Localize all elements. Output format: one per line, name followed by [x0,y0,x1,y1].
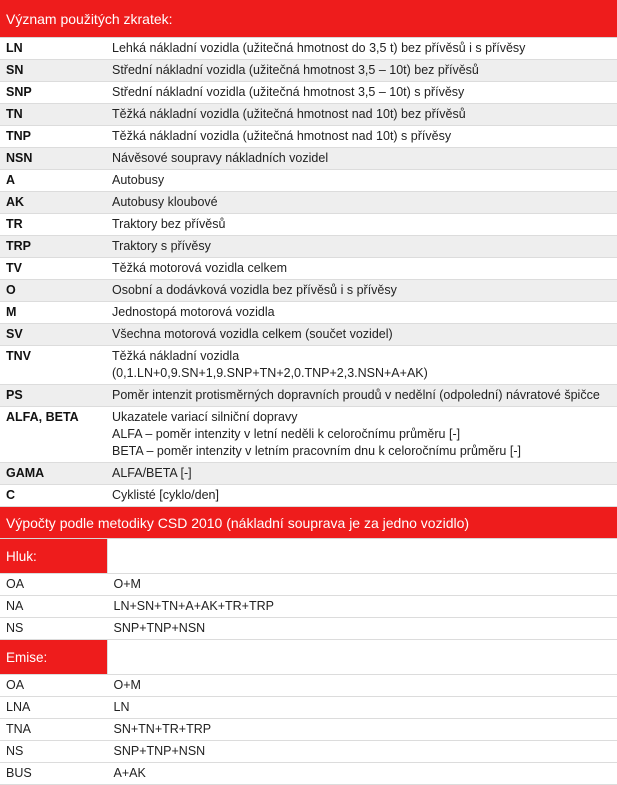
description-line: Střední nákladní vozidla (užitečná hmotnost 3,5 – 10t) bez přívěsů [112,62,611,79]
description-line: Traktory s přívěsy [112,238,611,255]
abbreviation-key: GAMA [0,463,106,485]
abbreviation-description [106,104,617,126]
description-line: Autobusy kloubové [112,194,611,211]
table-row [0,574,617,596]
table-row [0,258,617,280]
description-line: Traktory bez přívěsů [112,216,611,233]
abbreviation-key: NSN [0,148,106,170]
table-row [0,697,617,719]
table-row [0,741,617,763]
description-line: Všechna motorová vozidla celkem (součet vozidel) [112,326,611,343]
abbreviation-description [106,38,617,60]
formula-key: OA [0,574,108,596]
group-label: Emise: [0,640,107,674]
abbreviation-key: LN [0,38,106,60]
table-row [0,38,617,60]
table-row [0,302,617,324]
description-line: BETA – poměr intenzity v letním pracovním dnu k celoročnímu průměru [-] [112,443,611,460]
section-header-abbreviations [0,0,617,38]
abbreviation-description [106,60,617,82]
abbreviation-description [106,258,617,280]
abbreviation-description [106,148,617,170]
table-row [0,675,617,697]
abbreviations-table [0,38,617,507]
abbreviation-key: TV [0,258,106,280]
abbreviation-description [106,385,617,407]
abbreviation-key: SN [0,60,106,82]
table-row [0,385,617,407]
description-line: Těžká nákladní vozidla (užitečná hmotnost nad 10t) bez přívěsů [112,106,611,123]
description-line: ALFA/BETA [-] [112,465,611,482]
table-row [0,719,617,741]
formula-key: NS [0,618,108,640]
group-header-spacer [108,640,617,675]
description-line: Jednostopá motorová vozidla [112,304,611,321]
formula-value: SNP+TNP+NSN [108,741,617,763]
description-line: (0,1.LN+0,9.SN+1,9.SNP+TN+2,0.TNP+2,3.NSN+A+AK) [112,365,611,382]
formula-value: O+M [108,675,617,697]
table-row [0,236,617,258]
section-title: Výpočty podle metodiky CSD 2010 (nákladní souprava je za jedno vozidlo) [6,515,469,531]
group-header-cell [0,640,108,675]
table-row [0,485,617,507]
abbreviation-key: AK [0,192,106,214]
abbreviation-description [106,82,617,104]
formula-key: NA [0,596,108,618]
table-row [0,170,617,192]
abbreviation-key: M [0,302,106,324]
abbreviation-description [106,192,617,214]
description-line: Osobní a dodávková vozidla bez přívěsů i s přívěsy [112,282,611,299]
description-line: Autobusy [112,172,611,189]
section-header-calculations [0,507,617,539]
abbreviation-key: PS [0,385,106,407]
calculations-table [0,539,617,785]
group-header-row [0,640,617,675]
table-row [0,126,617,148]
group-header-row [0,539,617,574]
abbreviation-key: O [0,280,106,302]
abbreviation-description [106,126,617,148]
table-row [0,596,617,618]
abbreviation-description [106,236,617,258]
formula-key: NS [0,741,108,763]
abbreviation-description [106,302,617,324]
formula-value: SN+TN+TR+TRP [108,719,617,741]
group-header-spacer [108,539,617,574]
abbreviation-key: TNP [0,126,106,148]
formula-key: OA [0,675,108,697]
table-row [0,82,617,104]
abbreviation-key: TN [0,104,106,126]
table-row [0,346,617,385]
table-row [0,148,617,170]
description-line: Lehká nákladní vozidla (užitečná hmotnost do 3,5 t) bez přívěsů i s přívěsy [112,40,611,57]
abbreviation-key: SNP [0,82,106,104]
formula-value: SNP+TNP+NSN [108,618,617,640]
formula-value: LN [108,697,617,719]
abbreviation-description [106,346,617,385]
formula-value: O+M [108,574,617,596]
table-row [0,618,617,640]
formula-value: A+AK [108,763,617,785]
formula-key: TNA [0,719,108,741]
description-line: Návěsové soupravy nákladních vozidel [112,150,611,167]
abbreviation-description [106,214,617,236]
abbreviation-description [106,485,617,507]
abbreviation-key: SV [0,324,106,346]
abbreviation-key: A [0,170,106,192]
description-line: Poměr intenzit protisměrných dopravních proudů v nedělní (odpolední) návratové špičce [112,387,611,404]
group-label: Hluk: [0,539,107,573]
abbreviation-key: TR [0,214,106,236]
description-line: Střední nákladní vozidla (užitečná hmotnost 3,5 – 10t) s přívěsy [112,84,611,101]
table-row [0,407,617,463]
abbreviation-description [106,170,617,192]
table-row [0,280,617,302]
abbreviation-description [106,324,617,346]
description-line: Těžká nákladní vozidla [112,348,611,365]
formula-value: LN+SN+TN+A+AK+TR+TRP [108,596,617,618]
description-line: Cyklisté [cyklo/den] [112,487,611,504]
table-row [0,104,617,126]
formula-key: LNA [0,697,108,719]
description-line: Těžká nákladní vozidla (užitečná hmotnost nad 10t) s přívěsy [112,128,611,145]
abbreviation-description [106,280,617,302]
description-line: Těžká motorová vozidla celkem [112,260,611,277]
table-row [0,214,617,236]
table-row [0,763,617,785]
table-row [0,192,617,214]
table-row [0,463,617,485]
description-line: ALFA – poměr intenzity v letní neděli k celoročnímu průměru [-] [112,426,611,443]
table-row [0,324,617,346]
abbreviation-key: TNV [0,346,106,385]
abbreviation-key: C [0,485,106,507]
group-header-cell [0,539,108,574]
description-line: Ukazatele variací silniční dopravy [112,409,611,426]
abbreviation-key: TRP [0,236,106,258]
formula-key: BUS [0,763,108,785]
abbreviation-description [106,407,617,463]
abbreviation-key: ALFA, BETA [0,407,106,463]
abbreviation-description [106,463,617,485]
table-row [0,60,617,82]
section-title: Význam použitých zkratek: [6,11,173,27]
